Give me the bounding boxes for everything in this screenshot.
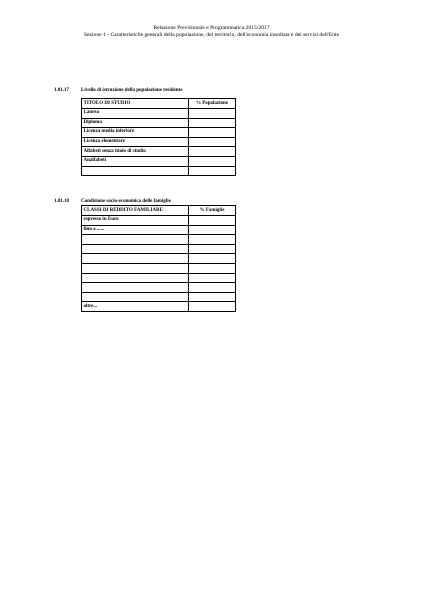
row-value — [189, 166, 236, 176]
row-value — [189, 225, 236, 235]
table-row — [82, 137, 236, 147]
row-label: Alfabeti senza titolo di studio — [82, 147, 189, 157]
income-table — [81, 205, 236, 312]
row-value — [189, 118, 236, 128]
row-label: Laurea — [82, 109, 189, 119]
row-label — [82, 292, 189, 302]
row-value — [189, 235, 236, 245]
column-header-title: TITOLO DI STUDIO — [82, 99, 189, 109]
table-row — [82, 235, 236, 245]
row-value — [189, 216, 236, 226]
table-row — [82, 302, 236, 312]
row-label — [82, 273, 189, 283]
table-row — [82, 273, 236, 283]
section-subtitle: Sezione 1 - Caratteristiche generali della popolazione, del territorio, dell'economia insediata e dei servizi dell'Ente — [83, 32, 340, 38]
row-label: Licenza media inferiore — [82, 128, 189, 138]
table-row — [82, 128, 236, 138]
column-header-title: CLASSI DI REDDITO FAMILIARE — [82, 206, 189, 216]
row-value — [189, 156, 236, 166]
row-label — [82, 254, 189, 264]
row-label — [82, 166, 189, 176]
section-title: Condizione socio-economica delle famiglie — [81, 199, 171, 204]
row-label: Licenza elementare — [82, 137, 189, 147]
section-number: 1.01.17 — [54, 88, 69, 93]
section-title: Livello di istruzione della popolazione residente — [81, 88, 183, 93]
row-label — [82, 263, 189, 273]
row-value — [189, 283, 236, 293]
table-row — [82, 244, 236, 254]
table-row — [82, 292, 236, 302]
table-row — [82, 225, 236, 235]
table-row — [82, 263, 236, 273]
row-value — [189, 128, 236, 138]
column-header-percent: % Popolazione — [189, 99, 236, 109]
row-label: espresso in Euro — [82, 216, 189, 226]
table-header-row — [82, 206, 236, 216]
section-number: 1.01.18 — [54, 199, 69, 204]
row-label: Diploma — [82, 118, 189, 128]
row-label — [82, 235, 189, 245]
table-row — [82, 118, 236, 128]
table-row — [82, 283, 236, 293]
table-row — [82, 166, 236, 176]
row-label: Analfabeti — [82, 156, 189, 166]
table-row — [82, 216, 236, 226]
row-label — [82, 283, 189, 293]
row-label: fino a ...... — [82, 225, 189, 235]
row-value — [189, 109, 236, 119]
row-value — [189, 273, 236, 283]
row-value — [189, 292, 236, 302]
row-label — [82, 244, 189, 254]
table-row — [82, 156, 236, 166]
report-title: Relazione Previsionale e Programmatica 2015/2017 — [153, 25, 270, 31]
row-value — [189, 263, 236, 273]
row-label: oltre... — [82, 302, 189, 312]
row-value — [189, 137, 236, 147]
row-value — [189, 244, 236, 254]
column-header-percent: % Famiglie — [189, 206, 236, 216]
row-value — [189, 254, 236, 264]
table-row — [82, 109, 236, 119]
table-row — [82, 254, 236, 264]
education-table — [81, 98, 236, 176]
table-header-row — [82, 99, 236, 109]
table-row — [82, 147, 236, 157]
row-value — [189, 147, 236, 157]
row-value — [189, 302, 236, 312]
